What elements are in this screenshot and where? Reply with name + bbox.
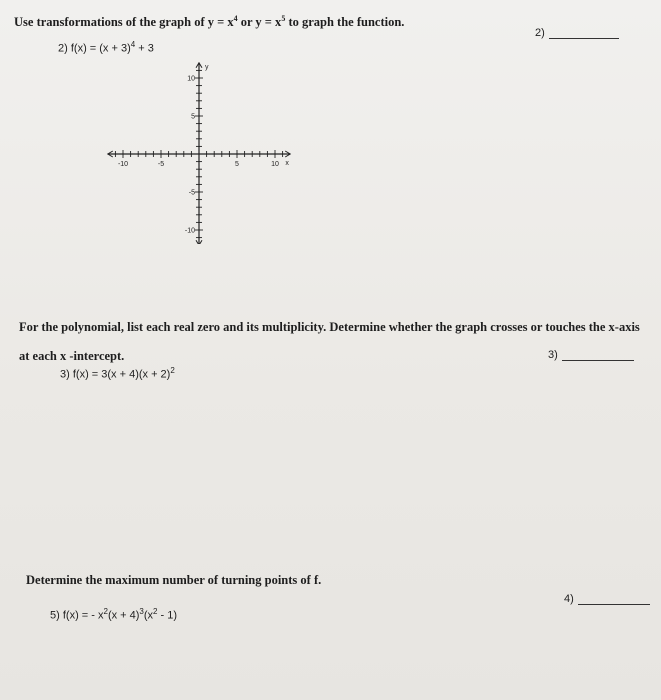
exponent: 2 bbox=[170, 366, 175, 375]
answer-label: 4) bbox=[564, 593, 574, 605]
function-expression: f(x) = (x + 3) bbox=[70, 42, 131, 55]
answer-label: 3) bbox=[548, 349, 558, 361]
function-expression-b: (x + 4) bbox=[107, 609, 140, 622]
problem-number: 5) bbox=[50, 609, 60, 622]
exponent: 5 bbox=[281, 14, 286, 23]
instruction-zeros-line2: at each x -intercept. bbox=[19, 349, 125, 363]
y-tick-label-neg10: -10 bbox=[184, 227, 195, 235]
answer-line[interactable] bbox=[578, 603, 650, 605]
problem-number: 3) bbox=[60, 368, 70, 381]
problem-2 bbox=[58, 40, 154, 55]
answer-line[interactable] bbox=[562, 359, 634, 361]
answer-line[interactable] bbox=[549, 37, 619, 39]
instruction-text-3: to graph the function. bbox=[285, 15, 405, 30]
answer-blank-2[interactable] bbox=[535, 27, 619, 39]
x-tick-label-neg5: -5 bbox=[157, 161, 165, 168]
y-tick-label-10: 10 bbox=[187, 75, 195, 83]
y-tick-label-neg5: -5 bbox=[188, 189, 195, 197]
function-expression-c: (x bbox=[143, 609, 154, 622]
x-axis-label: x bbox=[285, 160, 289, 167]
exponent: 4 bbox=[130, 40, 136, 49]
exponent: 4 bbox=[233, 14, 238, 23]
exponent: 2 bbox=[103, 607, 108, 616]
instruction-zeros-line1: For the polynomial, list each real zero and its multiplicity. Determine whether the graph crosses or touches the x-axis bbox=[19, 320, 640, 334]
instruction-turning-points: Determine the maximum number of turning points of f. bbox=[26, 573, 322, 587]
function-expression-a: f(x) = - x bbox=[62, 609, 104, 622]
answer-blank-3[interactable] bbox=[548, 349, 634, 361]
function-expression: f(x) = 3(x + 4)(x + 2) bbox=[72, 368, 171, 381]
instruction-text-2: or y = x bbox=[237, 15, 282, 30]
coordinate-graph bbox=[105, 62, 305, 244]
exponent: 3 bbox=[139, 607, 144, 616]
problem-3 bbox=[60, 366, 175, 381]
instruction-transformations bbox=[14, 14, 404, 30]
function-expression-rest: + 3 bbox=[135, 42, 154, 55]
answer-label: 2) bbox=[535, 27, 545, 39]
x-tick-label-neg10: -10 bbox=[117, 161, 129, 168]
y-axis-label: y bbox=[205, 63, 209, 71]
instruction-text-1: Use transformations of the graph of y = x bbox=[14, 15, 234, 30]
problem-5 bbox=[50, 607, 177, 622]
graph-axes bbox=[108, 63, 290, 244]
problem-number: 2) bbox=[58, 42, 68, 55]
y-tick-label-5: 5 bbox=[191, 113, 195, 121]
x-tick-label-5: 5 bbox=[235, 161, 239, 168]
x-tick-label-10: 10 bbox=[271, 161, 279, 168]
exponent: 2 bbox=[153, 607, 158, 616]
function-expression-d: - 1) bbox=[157, 609, 178, 622]
answer-blank-4[interactable] bbox=[564, 593, 650, 605]
